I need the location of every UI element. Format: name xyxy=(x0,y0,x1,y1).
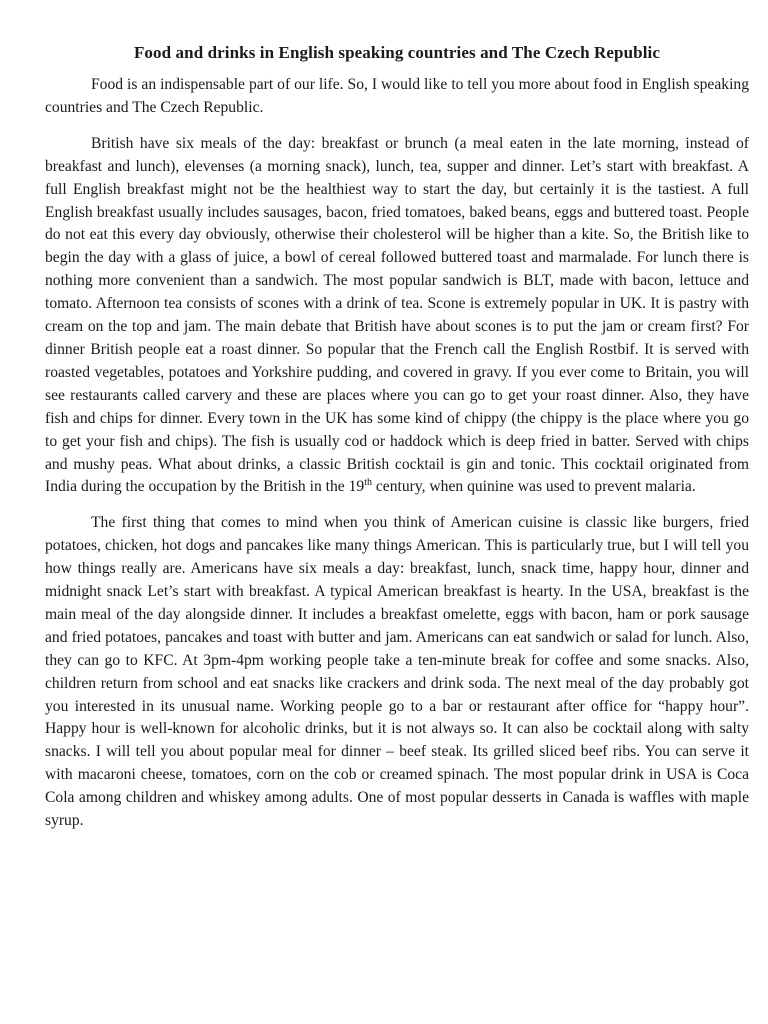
document-title: Food and drinks in English speaking countries and The Czech Republic xyxy=(133,43,661,62)
document-page xyxy=(45,42,749,846)
ordinal-superscript: th xyxy=(364,477,372,489)
british-food-text: British have six meals of the day: breakfast or brunch (a meal eaten in the late morning, instead of breakfast and lunch), elevenses (a morning snack), lunch, tea, supper and dinner. Let’s start with breakfast. A full English breakfast might not be the healthiest way to start the day, but certainly it is the tastiest. A full English breakfast usually includes sausages, bacon, fried tomatoes, baked beans, eggs and buttered toast. People do not eat this every day obviously, otherwise their cholesterol will be higher than a kite. So, the British like to begin the day with a glass of juice, a bowl of cereal followed buttered toast and marmalade. For lunch there is nothing more convenient than a sandwich. The most popular sandwich is BLT, made with bacon, lettuce and tomato. Afternoon tea consists of scones with a drink of tea. Scone is extremely popular in UK. It is pastry with cream on the top and jam. The main debate that British have about scones is to put the jam or cream first? For dinner British people eat a roast dinner. So popular that the French call the English Rostbif. It is served with roasted vegetables, potatoes and Yorkshire pudding, and covered in gravy. If you ever come to Britain, you will see restaurants called carvery and these are places where you can go to get your roast dinner. Also, they have fish and chips for dinner. Every town in the UK has some kind of chippy (the chippy is the place where you go to get your fish and chips). The fish is usually cod or haddock which is deep fried in batter. Served with chips and mushy peas. What about drinks, a classic British cocktail is gin and tonic. This cocktail originated from India during the occupation by the British in the 19 xyxy=(45,134,749,496)
british-food-paragraph xyxy=(45,133,749,500)
british-food-tail: century, when quinine was used to prevent malaria. xyxy=(371,478,696,496)
american-food-paragraph: The first thing that comes to mind when you think of American cuisine is classic like burgers, fried potatoes, chicken, hot dogs and pancakes like many things American. This is particularly true, but I will tell you how things really are. Americans have six meals a day: breakfast, lunch, snack time, happy hour, dinner and midnight snack Let’s start with breakfast. A typical American breakfast is hearty. In the USA, breakfast is the main meal of the day alongside dinner. It includes a breakfast omelette, eggs with bacon, ham or pork sausage and fried potatoes, pancakes and toast with butter and jam. Americans can eat sandwich or salad for lunch. Also, they can go to KFC. At 3pm-4pm working people take a ten-minute break for coffee and some snacks. Also, children return from school and eat snacks like crackers and drink soda. The next meal of the day probably got you interested in its unusual name. Working people go to a bar or restaurant after office for “happy hour”. Happy hour is well-known for alcoholic drinks, but it is not always so. It can also be cocktail along with salty snacks. I will tell you about popular meal for dinner – beef steak. Its grilled sliced beef ribs. You can serve it with macaroni cheese, tomatoes, corn on the cob or creamed spinach. The most popular drink in USA is Coca Cola among children and whiskey among adults. One of most popular desserts in Canada is waffles with maple syrup. xyxy=(45,514,749,830)
intro-paragraph: Food is an indispensable part of our life. So, I would like to tell you more about food in English speaking countries and The Czech Republic. xyxy=(45,76,749,116)
